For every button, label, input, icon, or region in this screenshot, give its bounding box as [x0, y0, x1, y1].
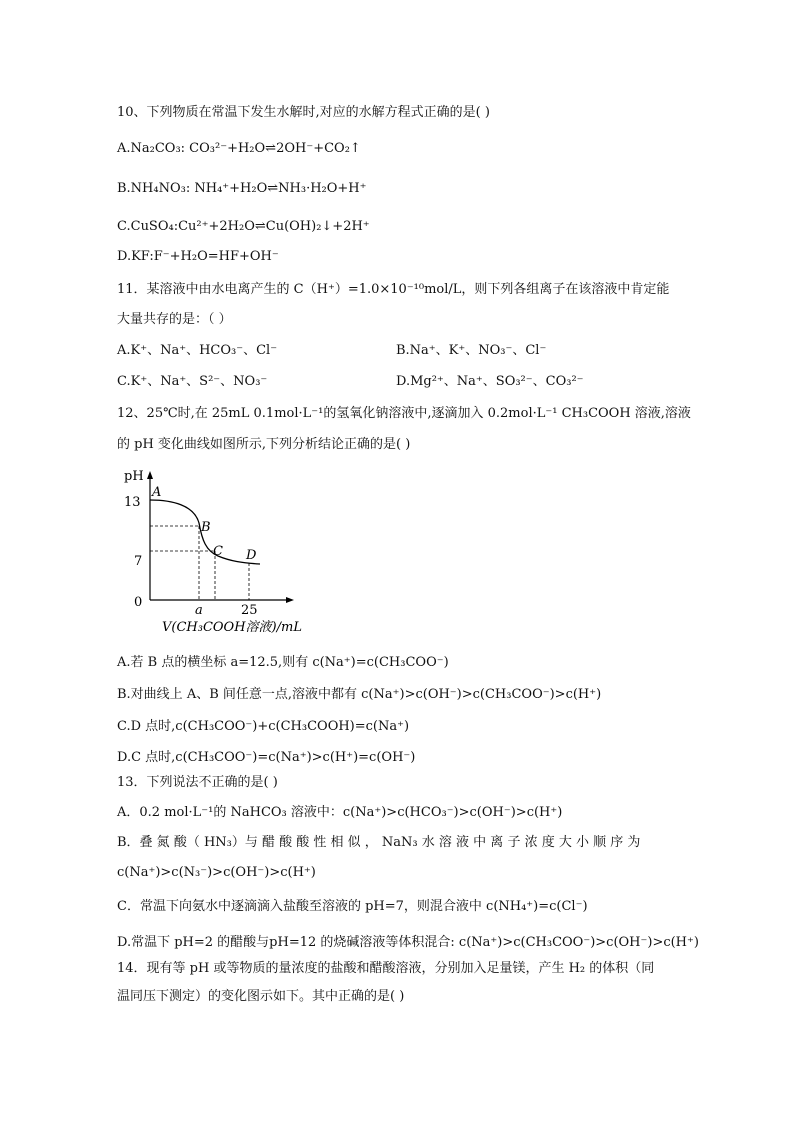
q11-stem-line1: 11．某溶液中由水电离产生的 C（H⁺）=1.0×10⁻¹⁰mol/L，则下列各组离子在该溶液中肯定能: [117, 282, 670, 297]
q13-stem: 13．下列说法不正确的是( ): [117, 775, 278, 790]
q10-option-b: B.NH₄NO₃: NH₄⁺+H₂O⇌NH₃·H₂O+H⁺: [117, 181, 367, 196]
q12-option-b: B.对曲线上 A、B 间任意一点,溶液中都有 c(Na⁺)>c(OH⁻)>c(CH₃COO⁻)>c(H⁺): [117, 687, 602, 702]
q13-option-a: A．0.2 mol·L⁻¹的 NaHCO₃ 溶液中：c(Na⁺)>c(HCO₃⁻)>c(OH⁻)>c(H⁺): [117, 805, 563, 820]
q13-option-d: D.常温下 pH=2 的醋酸与pH=12 的烧碱溶液等体积混合: c(Na⁺)>c(CH₃COO⁻)>c(OH⁻)>c(H⁺): [117, 935, 699, 950]
q10-option-a: A.Na₂CO₃: CO₃²⁻+H₂O⇌2OH⁻+CO₂↑: [117, 141, 361, 156]
q12-option-a: A.若 B 点的横坐标 a=12.5,则有 c(Na⁺)=c(CH₃COO⁻): [117, 655, 449, 670]
point-a-label: A: [152, 485, 162, 500]
q12-option-d: D.C 点时,c(CH₃COO⁻)=c(Na⁺)>c(H⁺)=c(OH⁻): [117, 750, 416, 765]
q11-option-c: C.K⁺、Na⁺、S²⁻、NO₃⁻: [117, 374, 268, 389]
q12-stem-line2: 的 pH 变化曲线如图所示,下列分析结论正确的是( ): [117, 437, 411, 452]
q13-option-c: C．常温下向氨水中逐滴滴入盐酸至溶液的 pH=7，则混合液中 c(NH₄⁺)=c(Cl⁻): [117, 899, 588, 914]
y-axis-arrow: [147, 471, 153, 479]
x-tick-25: 25: [241, 603, 258, 618]
x-axis-arrow: [286, 597, 294, 603]
q12-stem-line1: 12、25℃时,在 25mL 0.1mol·L⁻¹的氢氧化钠溶液中,逐滴加入 0.2mol·L⁻¹ CH₃COOH 溶液,溶液: [117, 406, 691, 421]
x-tick-a: a: [195, 603, 203, 618]
q11-option-a: A.K⁺、Na⁺、HCO₃⁻、Cl⁻: [117, 343, 278, 358]
q14-stem-line1: 14．现有等 pH 或等物质的量浓度的盐酸和醋酸溶液，分别加入足量镁，产生 H₂ 的体积（同: [117, 961, 655, 976]
y-axis-label: pH: [124, 469, 144, 484]
point-d-label: D: [246, 548, 257, 563]
y-tick-13: 13: [124, 495, 141, 510]
point-c-label: C: [213, 544, 223, 559]
q13-option-b-line1: B．叠 氮 酸（ HN₃）与 醋 酸 酸 性 相 似 ， NaN₃ 水 溶 液 中 离 子 浓 度 大 小 顺 序 为: [117, 835, 641, 850]
q11-option-d: D.Mg²⁺、Na⁺、SO₃²⁻、CO₃²⁻: [396, 374, 584, 389]
q14-stem-line2: 温同压下测定）的变化图示如下。其中正确的是( ): [117, 989, 405, 1004]
origin-label: 0: [134, 595, 143, 610]
y-tick-7: 7: [134, 554, 143, 569]
q10-stem: 10、下列物质在常温下发生水解时,对应的水解方程式正确的是( ): [117, 105, 490, 120]
q12-option-c: C.D 点时,c(CH₃COO⁻)+c(CH₃COOH)=c(Na⁺): [117, 719, 410, 734]
x-axis-label: V(CH₃COOH溶液)/mL: [162, 620, 302, 635]
ph-titration-figure: [110, 465, 330, 637]
q11-option-b: B.Na⁺、K⁺、NO₃⁻、Cl⁻: [396, 343, 547, 358]
q10-option-c: C.CuSO₄:Cu²⁺+2H₂O⇌Cu(OH)₂↓+2H⁺: [117, 219, 370, 234]
q13-option-b-line2: c(Na⁺)>c(N₃⁻)>c(OH⁻)>c(H⁺): [117, 865, 316, 880]
point-b-label: B: [201, 520, 211, 535]
q10-option-d: D.KF:F⁻+H₂O=HF+OH⁻: [117, 249, 279, 264]
q11-stem-line2: 大量共存的是：（ ）: [117, 312, 232, 327]
